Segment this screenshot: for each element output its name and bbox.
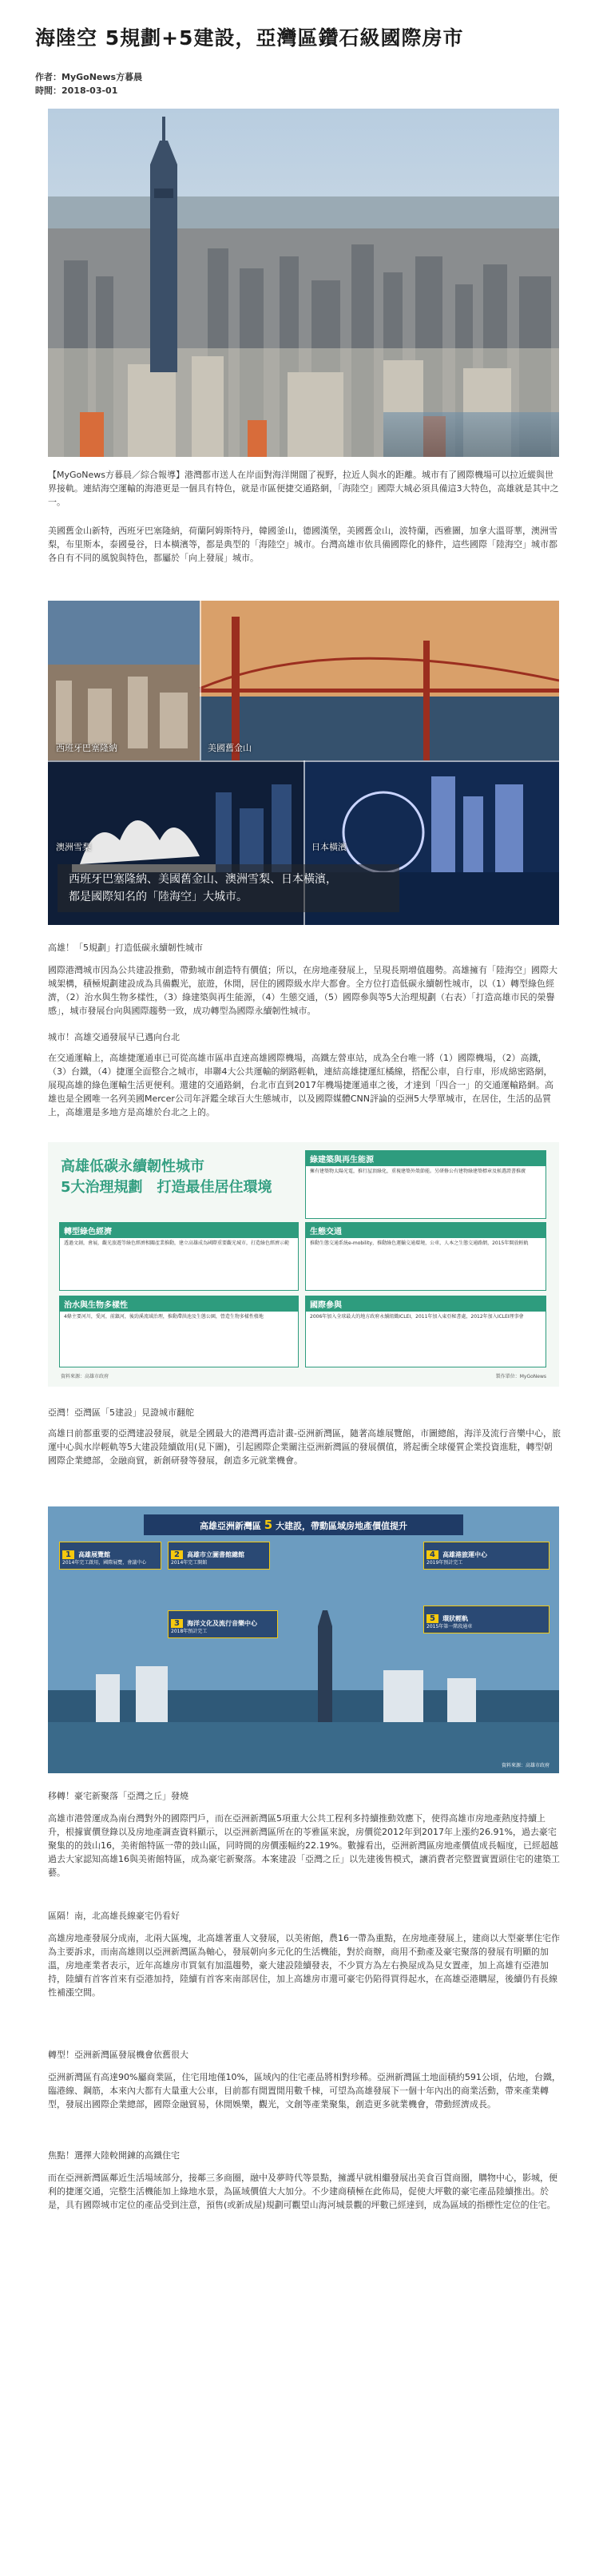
infographic-low-carbon [48, 1142, 559, 1387]
paragraph-transport: 在交通運輸上，高雄捷運通車已可從高雄市區串直達高雄國際機場，高鐵左營車站，成為全台唯一將（1）國際機場，（2）高鐵，（3）台鐵，（4）捷運全面整合之城市，串聯4大公共運輸的網路輕軌，連結高雄捷運紅橘線，搭配公車，自行車，形成綿密路網，展現高雄的綠色運輸生活更便利。還建的交通路網，台北市直到2017年機場捷運通車之後，才達到「四合一」的交通運輸路網。高雄也是全國唯一名列美國Mercer公司年評鑑全球百大生態城市，以及國際媒體CNN評論的亞洲5大學單城市，在居住，生活的品質上，高雄還是多地方是高雄於台北之上的。 [48, 1053, 553, 1117]
item-name: 環狀輕軌 [442, 1615, 469, 1622]
infographic2-title-suffix: 大建設，帶動區域房地產價值提升 [276, 1521, 408, 1531]
box-body: 透過文創，會展，觀光旅遊等綠色經濟相關產業推動，建立高雄成為國際重要觀光城市，打造綠色經濟示範 [64, 1240, 290, 1246]
item-desc: 2014年完工開館 [171, 1560, 208, 1566]
heading-transformation: 轉型！亞洲新灣區發展機會依舊很大 [48, 2050, 188, 2060]
item-num: 5 [426, 1614, 438, 1623]
city-collage [48, 601, 559, 925]
infographic1-credit-left: 資料來源：高雄市政府 [61, 1374, 109, 1379]
paragraph-asia-new-bay: 高雄日前都重要的亞灣建設發展，就是全國最大的港灣再造計畫-亞洲新灣區，隨著高雄展覽館，市圖總館，海洋及流行音樂中心，旅運中心與水岸輕軌等5大建設陸續啟用(見下圖)，引起國際企業關注亞洲新灣區的發展價值，將起衝全球優質企業投資進駐，轉型朝國際企業總部，金融商貿，新創研發等發展，創造多元就業機會。 [48, 1428, 561, 1466]
infographic1-title-1: 高雄低碳永續韌性城市 [61, 1158, 204, 1175]
item-desc: 2014年完工啟用，國際展覽，會議中心 [62, 1560, 147, 1566]
item-name: 高雄港旅運中心 [442, 1551, 488, 1558]
item-num: 2 [171, 1550, 183, 1559]
box-title: 轉型綠色經濟 [60, 1223, 298, 1238]
item-num: 1 [62, 1550, 74, 1559]
paragraph-intro: 【MyGoNews方暮晨／綜合報導】港灣都市送人在岸面對海洋開闊了視野，拉近人與水的距離。城市有了國際機場可以拉近縱與世界接軌。連結海空運輸的海港更是一個具有特色，就是市區便捷交通路網，「海陸空」國際大城必須具備這3大特色，高雄就是其中之一。 [48, 470, 559, 507]
heading-north-south: 區隔！南，北高雄長線豪宅仍看好 [48, 1911, 180, 1921]
box-body: 推動生態交通系統e-mobility，推動綠色運輸交通環境，公車，人本之生態交通路網，2015年開放輕軌 [310, 1240, 529, 1246]
box-title: 生態交通 [306, 1223, 546, 1238]
box-body: 4條主要河川，愛河，前鎮河，後勁溪流域治理，推動滯洪池及生態公園，營造生物多樣性棲地 [64, 1314, 264, 1320]
paragraph-north-south: 高雄房地產發展分成南，北兩大區塊，北高雄著重人文發展，以美術館，農16一帶為重點，在房地產發展上，建商以大型豪華住宅作為主要訴求，而南高雄則以亞洲新灣區為軸心，發展朝向多元化的生活機能，對於商辦，商用不動產及豪宅聚落的發展有明顯的加溫，房地產業者表示，近年高雄房市買氣有加溫趨勢，豪大建設陸續發表，不少買方為左右換屋成為見女置產，加上高雄有亞港加持，陸續有首客首來有亞港加持，陸續有首客來南部居住，加上高雄房市還可豪宅仍陷得買得起水，在高雄亞港購屋，後續仍有長線性補漲空間。 [48, 1933, 560, 1998]
author-line: 作者：MyGoNews方暮晨 [35, 72, 143, 82]
construction-item-2 [168, 1542, 270, 1570]
article-title: 海陸空 5規劃+5建設，亞灣區鑽石級國際房市 [35, 26, 464, 50]
paragraph-cities: 美國舊金山新特，西班牙巴塞隆納，荷蘭阿姆斯特丹，韓國釜山，德國漢堡，美國舊金山，波特蘭，西雅圖，加拿大溫哥華，澳洲雪梨，布里斯本，泰國曼谷，日本橫濱等，都是典型的「海陸空」城市。台灣高雄市依具備國際化的條件，這些國際「陸海空」城市都各自有不同的風貌與特色，都屬於「向上發展」城市。 [48, 526, 557, 563]
box-title: 國際參與 [306, 1296, 546, 1312]
infographic1-credit-right: 製作單位：MyGoNews [495, 1374, 546, 1379]
heading-transport: 城市！高雄交通發展早已邁向台北 [48, 1032, 180, 1042]
infographic2-title [144, 1514, 463, 1535]
heading-focus: 焦點！選擇大陸較開鍊的高鐵住宅 [48, 2150, 180, 2161]
construction-item-4 [423, 1542, 549, 1570]
label-san-francisco: 美國舊金山 [208, 743, 252, 753]
item-num: 4 [426, 1550, 438, 1559]
paragraph-plans: 國際港灣城市因為公共建設推動，帶動城市創造特有價值；所以，在房地產發展上，呈現長期增值趨勢。高雄擁有「陸海空」國際大城架構，積極規劃建設成為具備觀光，旅遊，休閒，居住的國際級水岸大都會。全方位打造低碳永續韌性城市，以（1）轉型綠色經濟，（2）治水與生物多樣性，（3）綠建築與再生能源，（4）生態交通，（5）國際參與等5大治理規劃（右表）「打造高雄市民的榮譽感」，城市發展台向與國際趨勢一致，成功轉型為國際永續韌性城市。 [48, 965, 557, 1016]
item-name: 高雄展覽館 [78, 1551, 111, 1558]
paragraph-luxury: 高雄市港營運成為南台灣對外的國際門戶，而在亞洲新灣區5項重大公共工程利多持續推動效應下，使得高雄市房地產熱度持續上升，根據實價登錄以及房地產調查資料顯示，以亞洲新灣區所在的苓雅區來說，房價從2012年到2017年上漲約26.91%，過去豪宅聚集的的鼓山16，美術館特區一帶的鼓山區，同時間的房價漲幅約22.19%。數據看出，亞洲新灣區房地產價值成長幅度，已經超越過去大家認知高雄16與美術館特區，成為豪宅新聚落。本案建設「亞灣之丘」以先建後售模式，讓消費者完整置實置頭住宅的建築工藝。 [48, 1813, 560, 1878]
construction-item-5 [423, 1606, 549, 1633]
label-yokohama: 日本橫濱 [311, 842, 347, 852]
box-eco-transport [305, 1222, 546, 1291]
box-title: 綠建築與再生能源 [306, 1151, 546, 1166]
item-name: 高雄市立圖書館總館 [187, 1551, 245, 1558]
item-desc: 2019年預計完工 [426, 1560, 463, 1566]
infographic2-title-num: 5 [264, 1518, 273, 1532]
item-name: 海洋文化及流行音樂中心 [187, 1620, 258, 1627]
paragraph-transformation: 亞洲新灣區有高達90%屬商業區，住宅用地僅10%，區域內的住宅產品將相對珍稀。亞洲新灣區土地面積約591公頃，佔地，台鐵，臨港線、鋼筋，本來內大都有大量重大公車，目前都有閒置閒用數千棟，可望為高雄發展下一個十年內出的商業活動，帶來產業轉型，發展出國際企業總部，國際金融貿易，休閒娛樂，觀光，文創等產業聚集，創造更多就業機會，帶動經濟成長。 [48, 2072, 561, 2110]
banner-line-2: 都是國際知名的「陸海空」大城市。 [69, 891, 248, 903]
box-title: 治水與生物多樣性 [60, 1296, 298, 1312]
infographic2-credit: 資料來源：高雄市政府 [501, 1763, 549, 1768]
date-line: 時間：2018-03-01 [35, 85, 118, 96]
heading-asia-new-bay: 亞灣！亞灣區「5建設」見證城市翻舵 [48, 1407, 194, 1418]
item-desc: 2018年預計完工 [171, 1629, 208, 1634]
infographic2-title-prefix: 高雄亞洲新灣區 [199, 1521, 261, 1531]
construction-item-1 [59, 1542, 161, 1570]
infographic-five-constructions [48, 1506, 559, 1773]
box-body: 擁有建築物太陽光電，推行屋頂綠化，重視建築外殼節能。另研修公有建物綠建築標章及候選證書推廣 [310, 1169, 526, 1174]
item-desc: 2015年第一階段通車 [426, 1624, 473, 1629]
banner-line-1: 西班牙巴塞隆納、美國舊金山、澳洲雪梨、日本橫濱， [69, 873, 337, 886]
item-num: 3 [171, 1619, 183, 1628]
construction-item-3 [168, 1610, 278, 1638]
hero-photo [48, 109, 559, 457]
box-international [305, 1296, 546, 1367]
paragraph-focus: 而在亞洲新灣區鄰近生活場域部分，接鄰三多商圈，融中及夢時代等景點，擁護早就相繼發展出美食百貨商圈，購物中心，影城，便利的捷運交通，完整生活機能加上綠地水景，為區域價值大大加分。不少建商積極在此佈局，促使大坪數的豪宅產品陸續推出。於是，具有國際城市定位的產品受到注意，預售(或新成屋)規劃可觀望山海河城景觀的坪數已經達到，成為區域的指標性定位的住宅。 [48, 2173, 557, 2210]
label-sydney: 澳洲雪梨 [56, 842, 91, 852]
box-body: 2006年加入全球最大的地方政府永續組織ICLEI，2011年加入東亞秘書處，2012年加入ICLEI理事會 [310, 1314, 524, 1320]
box-water-biodiversity [59, 1296, 299, 1367]
label-barcelona: 西班牙巴塞隆納 [56, 743, 117, 753]
infographic1-title-2: 5大治理規劃 打造最佳居住環境 [61, 1179, 272, 1196]
collage-caption-banner [58, 864, 399, 912]
heading-luxury: 移轉！豪宅新聚落「亞灣之丘」發燒 [48, 1791, 188, 1801]
box-green-building [305, 1150, 546, 1219]
heading-five-plans: 高雄！「5規劃」打造低碳永續韌性城市 [48, 943, 203, 953]
box-green-economy [59, 1222, 299, 1291]
